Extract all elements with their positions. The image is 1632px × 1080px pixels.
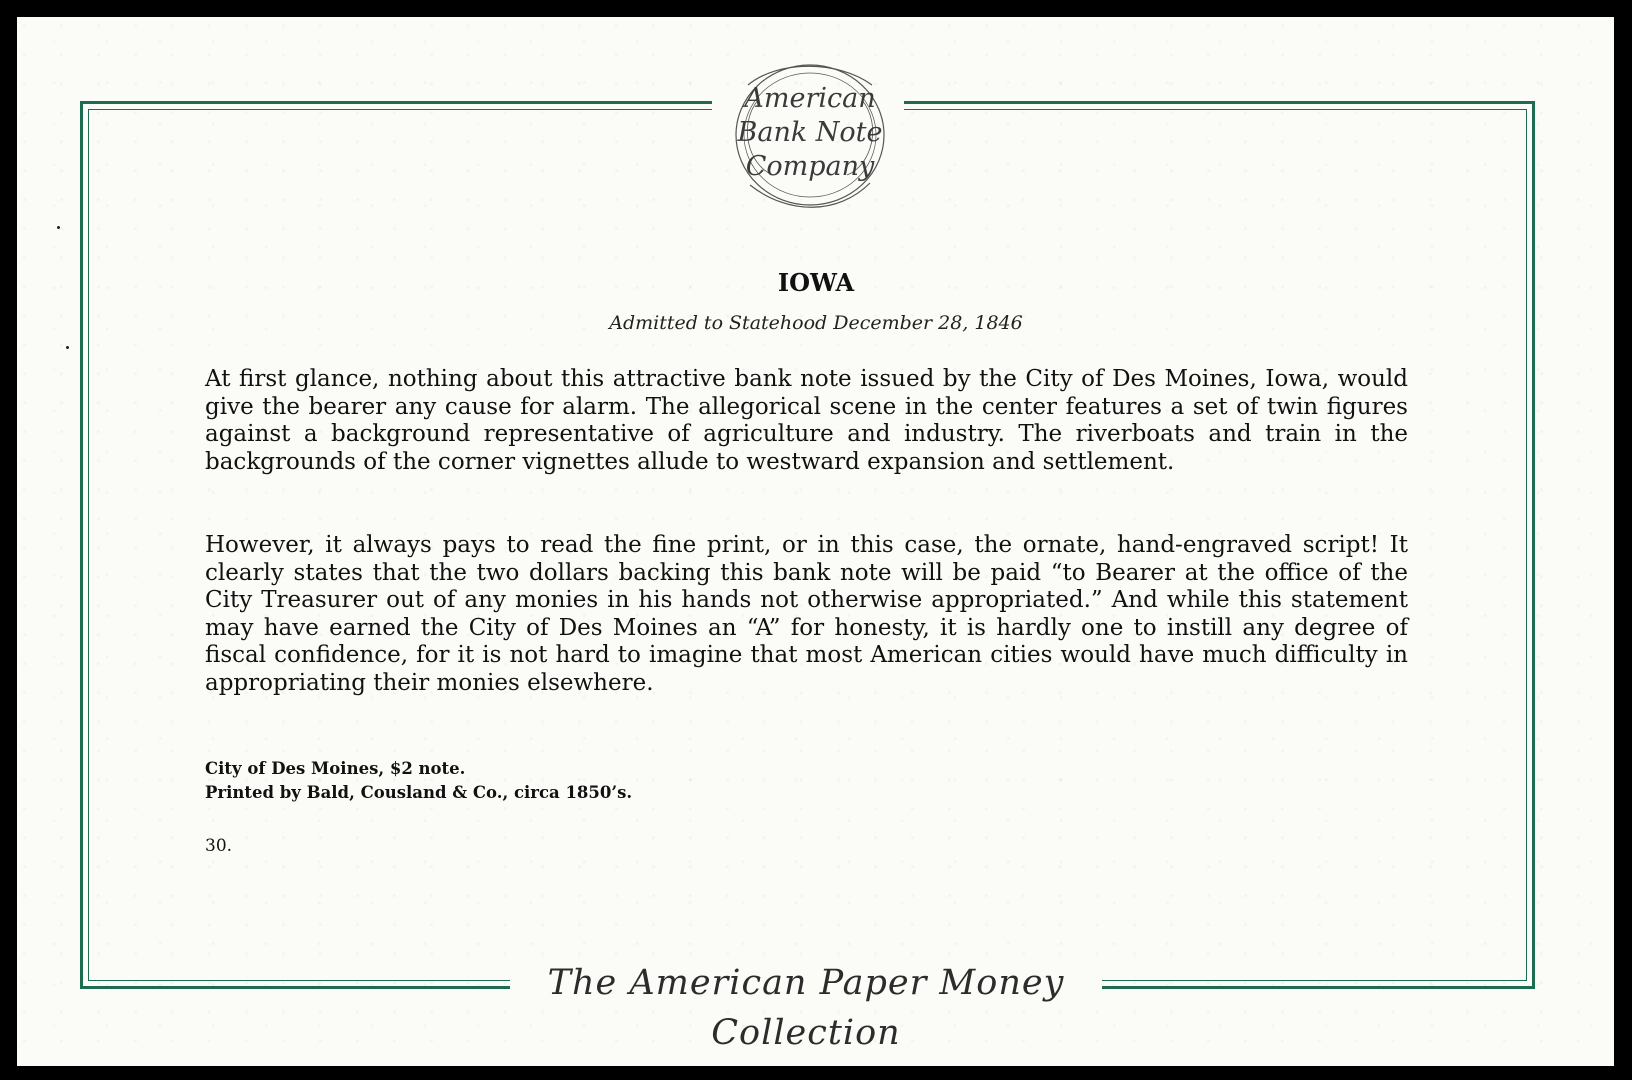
page-subtitle: Admitted to Statehood December 28, 1846 bbox=[609, 312, 1023, 334]
caption-line-2: Printed by Bald, Cousland & Co., circa 1850’s. bbox=[205, 783, 633, 802]
body-paragraph-2: However, it always pays to read the fine print, or in this case, the ornate, hand-engraved script! It clearly states that the two dollars backing this bank note will be paid “to Bearer at the office of the City Treasurer out of any monies in his hands not otherwise appropriated.” And while this statement may have earned the City of Des Moines an “A” for honesty, it is hardly one to instill any degree of fiscal confidence, for it is not hard to imagine that most American cities would have much difficulty in appropriating their monies elsewhere. bbox=[205, 532, 1408, 696]
caption-line-1: City of Des Moines, $2 note. bbox=[205, 759, 466, 778]
note-caption bbox=[205, 757, 632, 805]
logo-line-1: American bbox=[744, 83, 876, 114]
paper-speck bbox=[66, 346, 69, 349]
american-bank-note-company-logo bbox=[728, 55, 892, 215]
page-number: 30. bbox=[205, 836, 233, 856]
logo-line-2: Bank Note bbox=[737, 117, 883, 148]
collection-title: The American Paper Money Collection bbox=[547, 963, 1065, 1053]
page-title: IOWA bbox=[777, 268, 855, 297]
logo-line-3: Company bbox=[745, 151, 875, 182]
paper-speck bbox=[57, 226, 60, 229]
body-paragraph-1: At first glance, nothing about this attractive bank note issued by the City of Des Moines, Iowa, would give the bearer any cause for alarm. The allegorical scene in the center features a set of twin figures against a background representative of agriculture and industry. The riverboats and train in the backgrounds of the corner vignettes allude to westward expansion and settlement. bbox=[205, 366, 1408, 475]
